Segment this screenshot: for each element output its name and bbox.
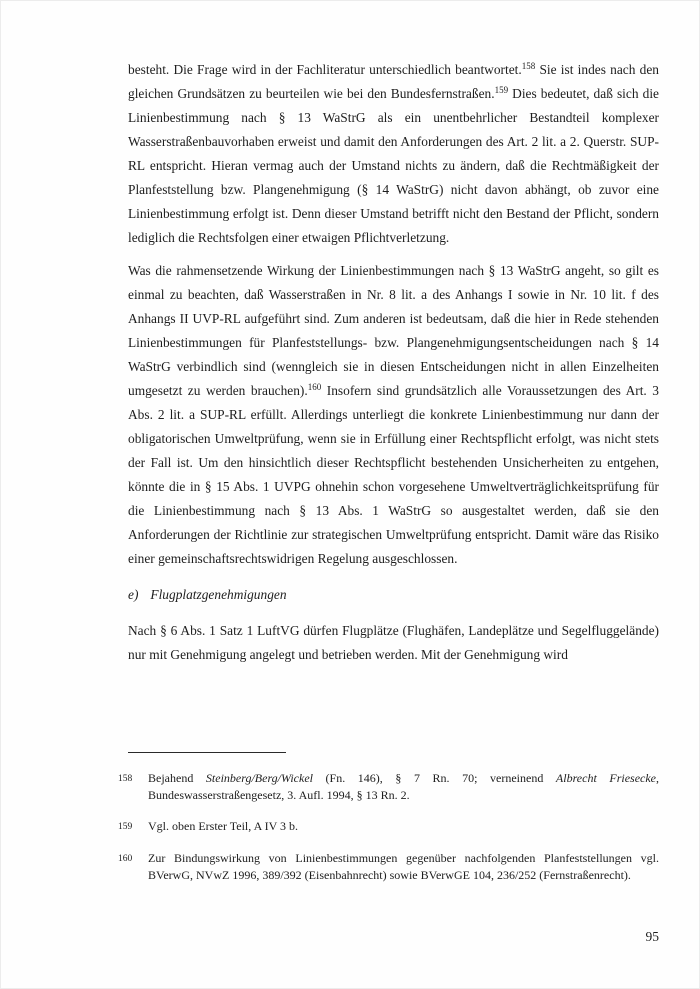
heading-flugplatzgenehmigungen-italic-segment: e) [128, 587, 139, 602]
paragraph-1-text-segment: besteht. Die Frage wird in der Fachliteratur unterschiedlich beantwortet. [128, 62, 522, 77]
footnote-158-italic-segment: Steinberg/Berg/Wickel [205, 771, 313, 785]
footnote-160 [118, 850, 659, 884]
footnote-158-text-segment: , Bundeswasserstraßengesetz, 3. Aufl. 1994, § 13 Rn. 2. [148, 771, 660, 802]
footnote-158-text-segment: Bejahend [148, 771, 206, 785]
footnote-158-italic-segment: Albrecht Friesecke [555, 771, 657, 785]
footnote-ref-158: 158 [521, 61, 536, 71]
footnote-text [148, 818, 659, 836]
footnote-text [148, 770, 659, 804]
footnote-ref-160: 160 [307, 382, 322, 392]
page-number: 95 [645, 929, 659, 944]
paragraph-2-text-segment: Was die rahmensetzende Wirkung der Linienbestimmungen nach § 13 WaStrG angeht, so gilt es einmal zu beachten, daß Wasserstraßen in Nr. 8 lit. a des Anhangs I sowie in Nr. 10 lit. f des Anhangs II UVP-RL aufgeführt sind. Zum anderen ist bedeutsam, daß die hier in Rede stehenden Linienbestimmungen für Planfeststellungs- bzw. Plangenehmigungsentscheidungen nach § 14 WaStrG verbindlich sind (wenngleich sie in diesen Entscheidungen nicht in allen Einzelheiten umgesetzt zu werden brauchen). [128, 263, 659, 398]
footnote-number: 158 [118, 774, 133, 784]
footnote-ref-159: 159 [494, 85, 509, 95]
heading-flugplatzgenehmigungen [128, 583, 659, 607]
footnote-text [148, 850, 659, 884]
paragraph-3 [128, 619, 659, 667]
paragraph-1-text-segment: Dies bedeutet, daß sich die Linienbestimmung nach § 13 WaStrG als ein unentbehrlicher Bestandteil komplexer Wasserstraßenbauvorhaben erweist und damit den Anforderungen des Art. 2 lit. a 2. Querstr. SUP-RL entspricht. Hieran vermag auch der Umstand nichts zu ändern, daß die Rechtmäßigkeit der Planfeststellung bzw. Plangenehmigung (§ 14 WaStrG) nicht davon abhängt, ob zuvor eine Linienbestimmung erfolgt ist. Denn dieser Umstand betrifft nicht den Bestand der Pflicht, sondern lediglich die Rechtsfolgen einer etwaigen Pflichtverletzung. [128, 86, 659, 245]
footnote-number: 159 [118, 822, 133, 832]
main-text-block [128, 58, 659, 676]
footnote-159-text-segment: Vgl. oben Erster Teil, A IV 3 b. [148, 819, 299, 833]
paragraph-3-text-segment: Nach § 6 Abs. 1 Satz 1 LuftVG dürfen Flugplätze (Flughäfen, Landeplätze und Segelfluggelände) nur mit Genehmigung angelegt und betrieben werden. Mit der Genehmigung wird [128, 623, 659, 662]
paragraph-2-text-segment: Insofern sind grundsätzlich alle Voraussetzungen des Art. 3 Abs. 2 lit. a SUP-RL erfüllt. Allerdings unterliegt die konkrete Linienbestimmung nur dann der obligatorischen Umweltprüfung, wenn sie in Erfüllung einer Rechtspflicht erfolgt, was nicht stets der Fall ist. Um den hinsichtlich dieser Rechtspflicht bestehenden Unsicherheiten zu entgehen, könnte die in § 15 Abs. 1 UVPG ohnehin schon vorgesehene Umweltverträglichkeitsprüfung für die Linienbestimmung nach § 13 Abs. 1 WaStrG so ausgestaltet werden, daß sie den Anforderungen der Richtlinie zur strategischen Umweltprüfung entspricht. Damit wäre das Risiko einer gemeinschaftsrechtswidrigen Regelung ausgeschlossen. [128, 383, 659, 566]
footnote-159 [118, 818, 659, 836]
footnote-160-text-segment: Zur Bindungswirkung von Linienbestimmungen gegenüber nachfolgenden Planfeststellungen vgl. BVerwG, NVwZ 1996, 389/392 (Eisenbahnrecht) sowie BVerwGE 104, 236/252 (Fernstraßenrecht). [148, 851, 659, 882]
footnote-158 [118, 770, 659, 804]
footnote-158-text-segment: (Fn. 146), § 7 Rn. 70; verneinend [312, 771, 556, 785]
footnote-section [118, 744, 659, 898]
paragraph-1 [128, 58, 659, 250]
heading-flugplatzgenehmigungen-italic-segment: Flugplatzgenehmigungen [150, 587, 287, 602]
footnote-list [118, 770, 659, 884]
footnote-separator-rule [128, 752, 286, 753]
paragraph-2 [128, 259, 659, 571]
footnote-number: 160 [118, 854, 133, 864]
paragraph-1-text-segment: Sie ist indes nach den gleichen Grundsätzen zu beurteilen wie bei den Bundesfernstraßen. [128, 62, 659, 101]
